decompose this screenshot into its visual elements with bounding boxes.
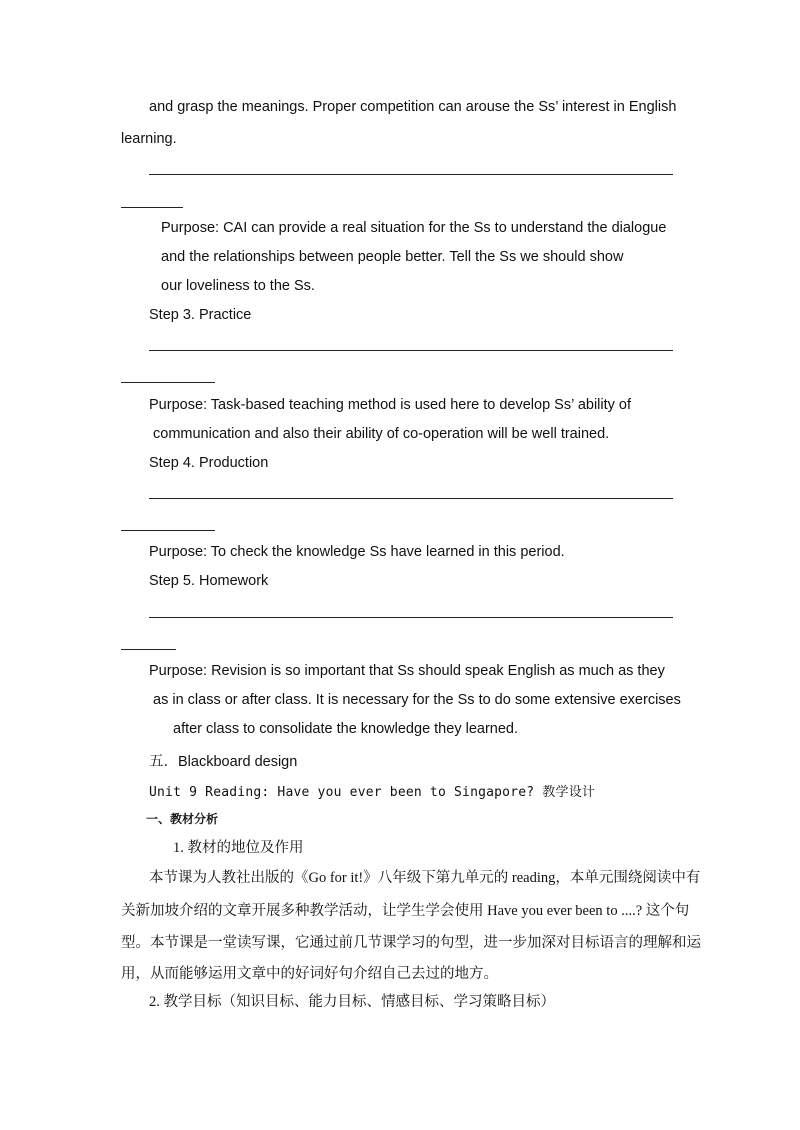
section-heading: 一、教材分析 <box>146 812 219 826</box>
blank-line <box>149 174 673 175</box>
step-heading: Step 5. Homework <box>149 573 269 589</box>
text-line: and grasp the meanings. Proper competition can arouse the Ss’ interest in English <box>149 99 677 115</box>
purpose-text: our loveliness to the Ss. <box>161 278 315 294</box>
blank-line <box>121 207 183 208</box>
paragraph-line: 型。本节课是一堂读写课，它通过前几节课学习的句型，进一步加深对目标语言的理解和运 <box>121 935 701 951</box>
subsection-heading: 1. 教材的地位及作用 <box>173 840 304 856</box>
purpose-text: Purpose: Revision is so important that Ss should speak English as much as they <box>149 663 665 679</box>
step-heading: Step 3. Practice <box>149 307 252 323</box>
paragraph-line: 本节课为人教社出版的《Go for it!》八年级下第九单元的 reading，本单元围绕阅读中有 <box>149 870 701 886</box>
unit-title: Unit 9 Reading: Have you ever been to Singapore? 教学设计 <box>149 785 596 800</box>
purpose-text: Purpose: Task-based teaching method is used here to develop Ss’ ability of <box>149 397 632 413</box>
subsection-heading: 2. 教学目标（知识目标、能力目标、情感目标、学习策略目标） <box>149 994 555 1010</box>
purpose-text: communication and also their ability of co-operation will be well trained. <box>153 426 610 442</box>
blank-line <box>149 617 673 618</box>
text-line: learning. <box>121 131 177 147</box>
purpose-text: Purpose: To check the knowledge Ss have learned in this period. <box>149 544 565 560</box>
paragraph-line: 关新加坡介绍的文章开展多种教学活动，让学生学会使用 Have you ever been to ....? 这个句 <box>121 903 690 919</box>
paragraph-line: 用，从而能够运用文章中的好词好句介绍自己去过的地方。 <box>121 966 498 982</box>
purpose-text: Purpose: CAI can provide a real situation for the Ss to understand the dialogue <box>161 220 667 236</box>
blank-line <box>149 350 673 351</box>
blank-line <box>121 382 215 383</box>
blank-line <box>149 498 673 499</box>
purpose-text: as in class or after class. It is necessary for the Ss to do some extensive exercises <box>153 692 681 708</box>
step-heading: Step 4. Production <box>149 455 269 471</box>
section-heading: 五．Blackboard design <box>149 754 298 770</box>
blank-line <box>121 530 215 531</box>
blank-line <box>121 649 176 650</box>
purpose-text: after class to consolidate the knowledge they learned. <box>173 721 518 737</box>
purpose-text: and the relationships between people better. Tell the Ss we should show <box>161 249 624 265</box>
